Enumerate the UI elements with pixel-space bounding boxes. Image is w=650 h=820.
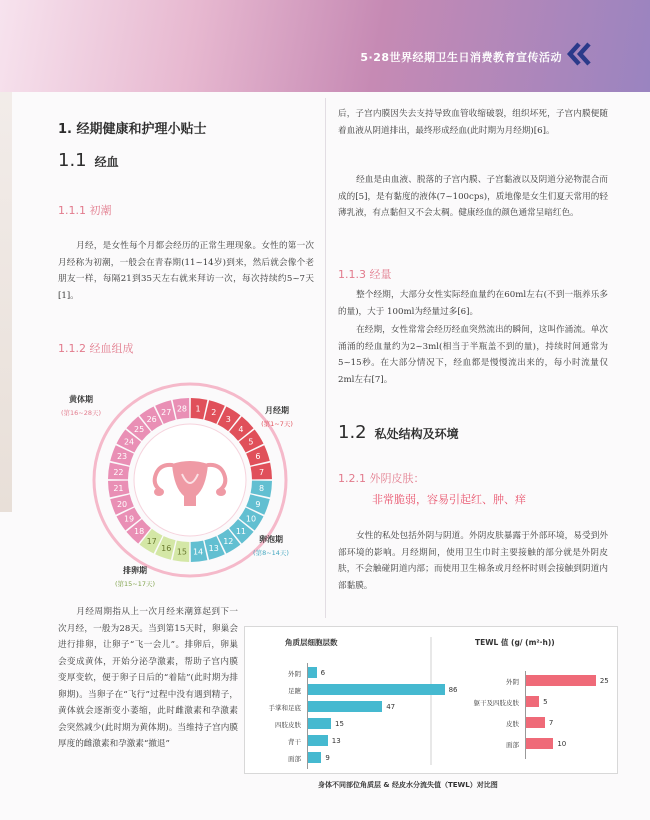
section-heading-text: 私处结构及环境 [374,427,459,441]
subsection-heading-1-1-1: 1.1.1 初潮 [58,204,112,217]
paragraph-menarche: 月经，是女性每个月都会经历的正常生理现象。女性的第一次月经称为初潮，一般会在青春期(11~14岁)到来，然后就会像个老朋友一样，每隔21到35天左右就来拜访一次，每次持续约5~7天[1]。 [58,241,314,301]
cycle-day-label: 13 [208,543,219,553]
category-label: 足蹠 [288,687,301,695]
section-number: 1.2 [338,422,367,443]
menstrual-phase-label: 月经期 [265,406,289,415]
bar-value-label: 5 [543,698,548,706]
category-label: 外阴 [506,678,519,686]
ovulation-phase-days: (第15~17天) [114,580,156,588]
cycle-day-label: 10 [245,514,257,524]
chart-caption: 身体不同部位角质层 & 经皮水分流失值（TEWL）对比图 [318,781,498,789]
bar [307,701,382,712]
double-chevron-left-icon [566,41,592,67]
cycle-day-label: 18 [133,526,145,536]
cycle-day-label: 3 [225,415,231,425]
column-divider [325,98,326,618]
bar [525,696,539,707]
category-label: 皮肤 [506,720,519,728]
cycle-day-label: 11 [235,526,247,536]
section-heading-1-1 [58,150,119,171]
bar [307,667,317,678]
cycle-day-label: 2 [211,408,217,418]
cycle-day-label: 16 [161,543,172,553]
bar-value-label: 47 [386,703,396,711]
luteal-phase-label: 黄体期 [69,395,93,404]
cycle-day-label: 22 [113,467,124,477]
cycle-day-label: 28 [176,404,188,414]
chart-title: 角质层细胞层数 [285,638,338,647]
section-number: 1.1 [58,150,87,171]
cycle-day-label: 21 [113,484,124,494]
cycle-day-label: 6 [255,452,261,462]
bar [525,717,545,728]
paragraph-vulva: 女性的私处包括外阴与阴道。外阴皮肤暴露于外部环境，易受到外部环境的影响。月经期间，使用卫生巾时主要接触的部分就是外阴皮肤，不会触碰阴道内部；而使用卫生棉条或月经杯时则会接触到阴道内部黏膜。 [338,531,608,591]
page-edge [0,92,12,512]
bar-value-label: 15 [335,720,344,728]
subsection-subtitle: 非常脆弱，容易引起红、肿、痒 [372,493,526,506]
bar-value-label: 13 [331,737,341,745]
bar [307,718,331,729]
chart-divider-line [245,627,617,773]
cycle-day-label: 14 [192,547,204,557]
chart-title: TEWL 值 (g/ (m²·h)) [475,638,555,647]
paragraph-blood-composition: 经血是由血液、脱落的子宫内膜、子宫黏液以及阴道分泌物混合而成的[5]，是有黏度的液体(7~100cps)，质地像是女生们夏天常用的轻薄乳液，有点黏但又不会太稠。健康经血的颜色通常呈暗红色。 [338,175,608,218]
cycle-day-label: 9 [255,499,261,509]
category-label: 四肢皮肤 [275,721,301,729]
bar [525,738,553,749]
cycle-day-label: 19 [123,514,135,524]
cycle-day-label: 24 [123,437,135,447]
bar [525,675,596,686]
comparison-chart-panel [244,626,618,774]
cycle-day-label: 7 [259,467,265,477]
paragraph-gush: 在经期，女性常常会经历经血突然流出的瞬间，这叫作涌流。单次涌涌的经血量约为2~3ml(相当于半瓶盖不到的量)，持续时间通常为5~15秒。在大部分情况下，经血都是慢慢流出来的，每小时流量仅2ml左右[7]。 [338,325,608,385]
follicular-phase-label: 卵泡期 [259,535,283,544]
cycle-day-label: 25 [133,425,145,435]
section-title: 1. 经期健康和护理小贴士 [58,122,207,137]
bar [307,684,445,695]
cycle-day-label: 20 [116,499,128,509]
header-banner [0,0,650,92]
category-label: 躯干及四肢皮肤 [473,699,519,707]
bar-value-label: 7 [548,719,554,727]
cycle-day-label: 1 [195,404,201,414]
section-heading-1-2 [338,422,459,443]
bar-value-label: 10 [557,740,567,748]
bar [307,735,328,746]
category-label: 背干 [288,738,301,746]
category-label: 面部 [506,741,519,749]
bar-value-label: 25 [599,677,609,685]
chart-axis [525,671,526,759]
bar-value-label: 86 [448,686,458,694]
paragraph-cycle: 月经周期指从上一次月经来潮算起到下一次月经，一般为28天。当到第15天时，卵巢会进行排卵，让卵子“飞一会儿”。排卵后，卵巢会变成黄体，开始分泌孕激素，帮助子宫内膜变厚变软，便于卵子日后的“着陆”(此时期为排卵期)。当卵子在“飞行”过程中没有遇到精子，黄体就会逐渐变小萎缩，此时雌激素和孕激素会突然减少(此时期为黄体期)。当维持子宫内膜厚度的雌激素和孕激素“撤退” [58,607,238,749]
header-title: 5·28世界经期卫生日消费教育宣传活动 [360,51,562,64]
paragraph-continued: 后，子宫内膜因失去支持导致血管收缩破裂，组织坏死，子宫内膜便随着血液从阴道排出，最终形成经血(此时期为月经期)[6]。 [338,109,608,136]
subsection-heading-1-1-3: 1.1.3 经量 [338,268,392,281]
ovulation-phase-label: 排卵期 [123,566,147,575]
category-label: 面部 [288,755,301,763]
follicular-phase-days: (第8~14天) [253,549,289,557]
cycle-day-label: 8 [259,484,265,494]
cycle-day-label: 17 [146,536,157,546]
bar-value-label: 6 [320,669,326,677]
cycle-day-label: 4 [238,425,244,435]
menstrual-phase-days: (第1~7天) [261,420,293,428]
bar-value-label: 9 [325,754,330,762]
cycle-day-label: 5 [248,437,254,447]
cycle-day-label: 26 [146,415,157,425]
category-label: 手掌和足底 [268,704,301,712]
cycle-day-label: 12 [223,536,234,546]
section-heading-text: 经血 [94,155,119,169]
cycle-day-label: 23 [116,452,128,462]
chart-axis [307,663,308,769]
luteal-phase-days: (第16~28天) [60,409,102,417]
cycle-day-label: 27 [161,408,172,418]
cycle-day-label: 15 [176,547,188,557]
subsection-heading-1-1-2: 1.1.2 经血组成 [58,342,134,355]
paragraph-volume: 整个经期，大部分女性实际经血量约在60ml左右(不到一瓶养乐多的量)，大于 100ml为经量过多[6]。 [338,290,608,317]
subsection-heading-1-2-1: 1.2.1 外阴皮肤： [338,472,425,485]
bar [307,752,321,763]
category-label: 外阴 [288,670,301,678]
